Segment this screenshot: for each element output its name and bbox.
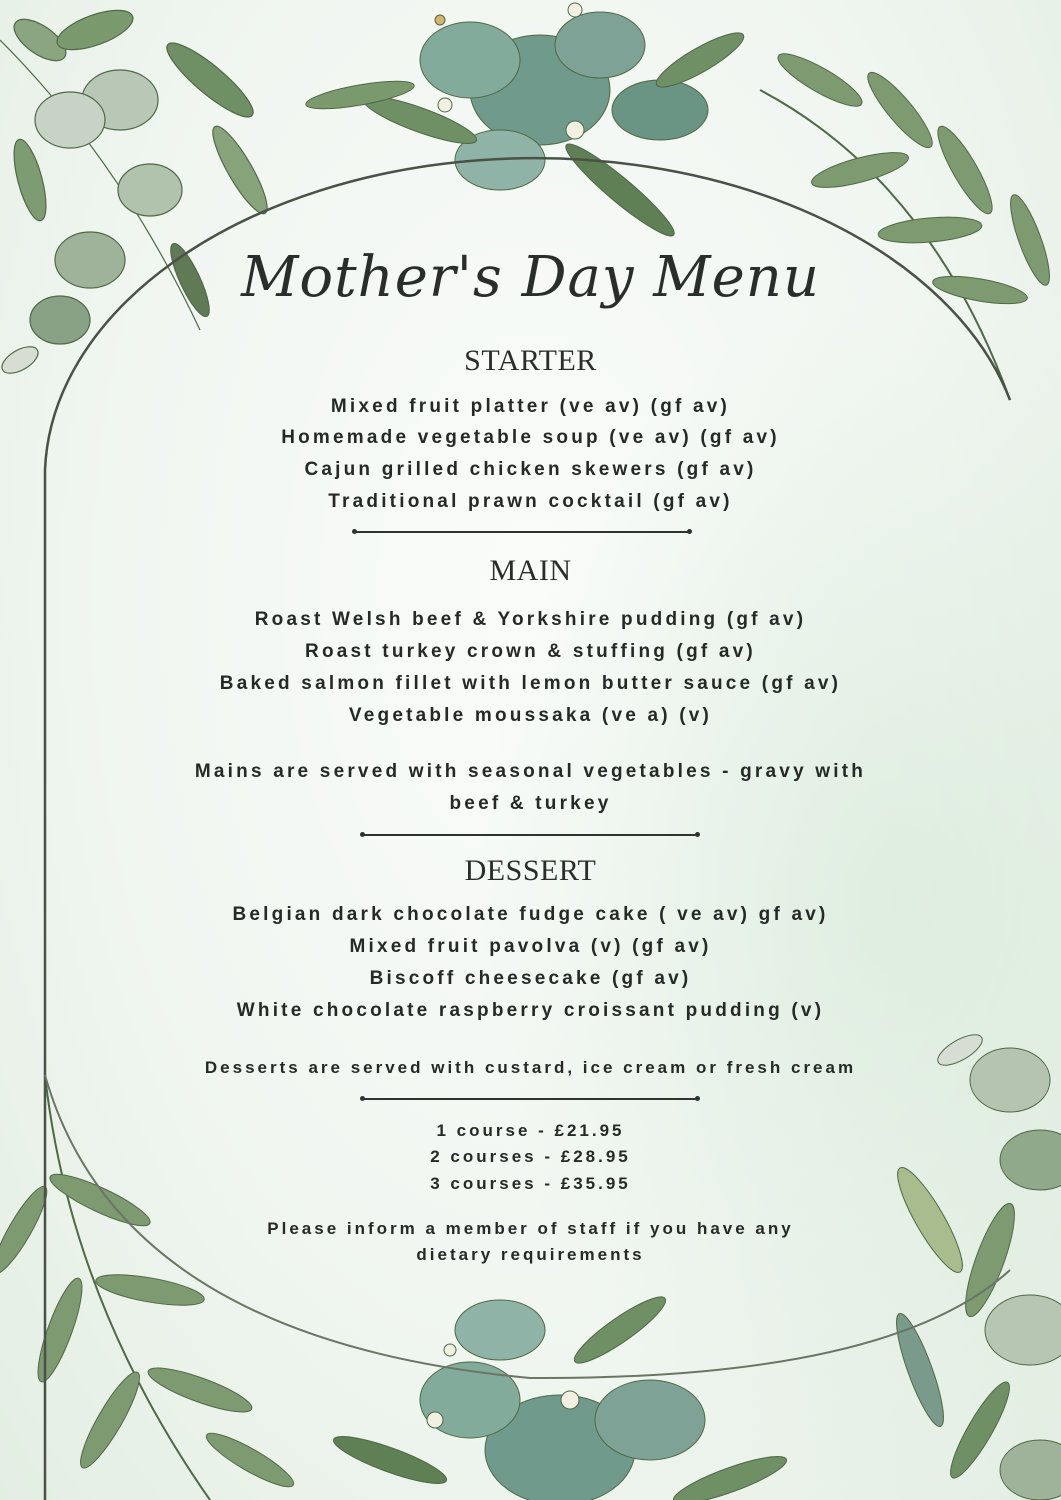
main-heading: MAIN	[489, 554, 572, 587]
section-divider	[352, 528, 692, 536]
starter-item: Homemade vegetable soup (ve av) (gf av)	[281, 427, 780, 448]
main-item: Roast turkey crown & stuffing (gf av)	[305, 641, 756, 662]
starter-item: Cajun grilled chicken skewers (gf av)	[304, 459, 757, 480]
main-item: Baked salmon fillet with lemon butter sauce (gf av)	[219, 673, 842, 694]
price-line: 3 courses - £35.95	[430, 1174, 631, 1193]
starter-item: Mixed fruit platter (ve av) (gf av)	[330, 396, 731, 417]
main-item: Vegetable moussaka (ve a) (v)	[348, 705, 713, 726]
dessert-item: Biscoff cheesecake (gf av)	[369, 968, 692, 989]
desserts-note: Desserts are served with custard, ice cream or fresh cream	[204, 1058, 857, 1077]
starter-item: Traditional prawn cocktail (gf av)	[328, 491, 733, 512]
dessert-heading: DESSERT	[464, 854, 597, 887]
section-divider	[360, 1095, 700, 1103]
mains-note: beef & turkey	[449, 793, 612, 814]
dietary-note: Please inform a member of staff if you have any	[267, 1219, 794, 1238]
price-line: 1 course - £21.95	[436, 1121, 625, 1140]
starter-heading: STARTER	[464, 344, 597, 377]
dessert-item: Belgian dark chocolate fudge cake ( ve av) gf av)	[232, 904, 829, 925]
section-divider	[360, 831, 700, 839]
mains-note: Mains are served with seasonal vegetables - gravy with	[194, 761, 867, 782]
dessert-item: White chocolate raspberry croissant pudding (v)	[236, 1000, 825, 1021]
main-item: Roast Welsh beef & Yorkshire pudding (gf av)	[254, 609, 807, 630]
dessert-item: Mixed fruit pavolva (v) (gf av)	[349, 936, 712, 957]
dietary-note: dietary requirements	[416, 1245, 645, 1264]
price-line: 2 courses - £28.95	[430, 1147, 631, 1166]
menu-title: Mother's Day Menu	[241, 245, 820, 310]
